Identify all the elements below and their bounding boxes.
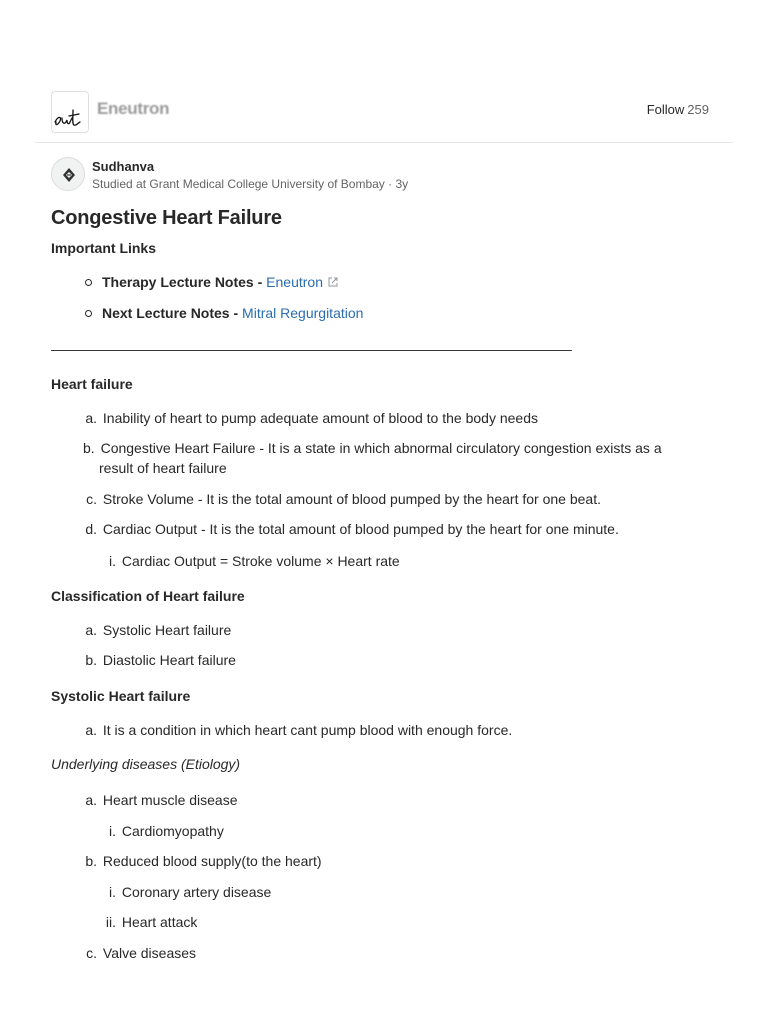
- list-marker: b.: [83, 440, 95, 456]
- section-heading: Systolic Heart failure: [51, 688, 191, 704]
- mitral-regurgitation-link[interactable]: Mitral Regurgitation: [242, 305, 364, 321]
- section-heading: Classification of Heart failure: [51, 588, 245, 604]
- list-item: [102, 912, 197, 932]
- page-title: Congestive Heart Failure: [51, 207, 282, 229]
- list-item-text: Coronary artery disease: [121, 884, 272, 900]
- list-marker: b.: [85, 853, 97, 869]
- list-marker: c.: [86, 491, 97, 507]
- list-item: [83, 408, 538, 428]
- space-name[interactable]: Eneutron: [97, 99, 170, 118]
- list-item: [83, 943, 196, 963]
- link-prefix: Next Lecture Notes -: [102, 305, 243, 321]
- list-marker: a.: [85, 792, 97, 808]
- list-item-text: Heart attack: [121, 914, 198, 930]
- list-marker: b.: [85, 652, 97, 668]
- list-item: [85, 303, 363, 323]
- section-heading: Heart failure: [51, 376, 133, 392]
- eut-logo-icon: [52, 92, 88, 132]
- divider-line: ——————————————————————————————————————: [51, 341, 572, 357]
- list-item: [102, 882, 271, 902]
- list-item: [83, 438, 679, 478]
- list-item-text: Inability of heart to pump adequate amount of blood to the body needs: [102, 410, 538, 426]
- list-marker: i.: [109, 884, 116, 900]
- list-item-text: It is a condition in which heart cant pump blood with enough force.: [102, 722, 513, 738]
- list-item-text: Cardiomyopathy: [121, 823, 224, 839]
- bullet-icon: [85, 279, 92, 286]
- link-prefix: Therapy Lecture Notes -: [102, 274, 267, 290]
- list-marker: c.: [86, 945, 97, 961]
- list-item-text: Diastolic Heart failure: [102, 652, 236, 668]
- eneutron-link[interactable]: Eneutron: [266, 274, 323, 290]
- list-item-text: Congestive Heart Failure - It is a state in which abnormal circulatory congestion exists as a result of heart failure: [99, 440, 662, 476]
- list-item-text: Reduced blood supply(to the heart): [102, 853, 322, 869]
- author-block: [51, 157, 651, 193]
- follow-button[interactable]: [647, 102, 709, 117]
- list-item-text: Valve diseases: [102, 945, 197, 961]
- list-item: [83, 790, 238, 810]
- list-item-text: Stroke Volume - It is the total amount of blood pumped by the heart for one beat.: [102, 491, 601, 507]
- list-item: [83, 650, 236, 670]
- list-item: [102, 551, 400, 571]
- section-heading: Underlying diseases (Etiology): [51, 756, 241, 772]
- list-item: [83, 519, 619, 539]
- external-link-icon[interactable]: [327, 276, 339, 288]
- bullet-icon: [85, 310, 92, 317]
- list-item: [85, 272, 339, 292]
- list-marker: i.: [109, 553, 116, 569]
- list-marker: ii.: [105, 914, 116, 930]
- follow-count: 259: [687, 102, 709, 117]
- list-item: [83, 720, 512, 740]
- list-item-text: Systolic Heart failure: [102, 622, 232, 638]
- important-links-heading: Important Links: [51, 240, 157, 256]
- list-item: [83, 851, 322, 871]
- article-body: [51, 205, 691, 961]
- author-credential: Studied at Grant Medical College University of Bombay · 3y: [92, 177, 409, 191]
- list-item-text: Heart muscle disease: [102, 792, 238, 808]
- avatar[interactable]: [51, 157, 85, 191]
- avatar-logo-icon: [61, 167, 77, 183]
- list-marker: d.: [85, 521, 97, 537]
- list-item: [102, 821, 224, 841]
- follow-label: Follow: [646, 102, 685, 117]
- list-marker: a.: [85, 622, 97, 638]
- list-item: [83, 620, 231, 640]
- list-item: [83, 489, 601, 509]
- list-marker: a.: [85, 722, 97, 738]
- list-marker: a.: [85, 410, 97, 426]
- list-item-text: Cardiac Output - It is the total amount of blood pumped by the heart for one minute.: [102, 521, 619, 537]
- space-header: [51, 91, 733, 131]
- list-marker: i.: [109, 823, 116, 839]
- header-divider: [35, 142, 733, 143]
- space-logo[interactable]: [51, 91, 89, 133]
- list-item-text: Cardiac Output = Stroke volume × Heart rate: [121, 553, 400, 569]
- author-name[interactable]: Sudhanva: [92, 159, 155, 174]
